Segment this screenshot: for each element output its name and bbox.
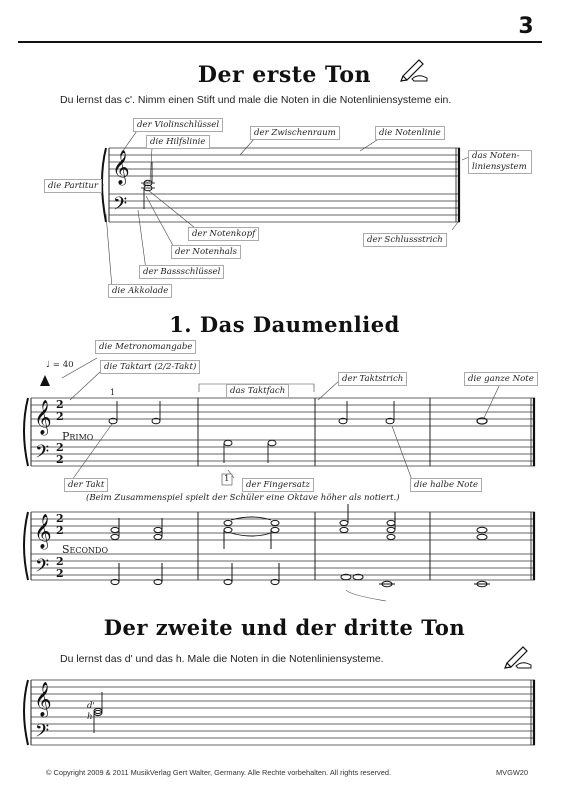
label-notenhals: der Notenhals xyxy=(171,245,241,259)
staff-system-1 xyxy=(92,128,469,288)
svg-text:2: 2 xyxy=(56,453,64,466)
svg-text:2: 2 xyxy=(56,441,64,454)
tempo-marking: ♩ = 40 xyxy=(46,360,74,370)
label-taktfach: das Taktfach xyxy=(226,384,289,398)
section3-intro: Du lernst das d' und das h. Male die Noten in die Notenliniensysteme. xyxy=(60,653,384,665)
metronome-icon xyxy=(40,375,50,386)
label-note-d: d' xyxy=(87,701,95,711)
label-schlussstrich: der Schlussstrich xyxy=(363,233,447,247)
label-notenkopf: der Notenkopf xyxy=(188,227,259,241)
label-violinschluessel: der Violinschlüssel xyxy=(133,118,223,132)
label-notenliniensystem: das Noten- liniensystem xyxy=(468,150,532,174)
svg-text:𝄞: 𝄞 xyxy=(34,514,52,549)
svg-text:𝄢: 𝄢 xyxy=(35,442,50,467)
label-akkolade: die Akkolade xyxy=(108,284,172,298)
label-ganze-note: die ganze Note xyxy=(464,372,538,386)
label-taktart: die Taktart (2/2-Takt) xyxy=(100,360,200,374)
label-hilfslinie: die Hilfslinie xyxy=(146,135,210,149)
copyright: © Copyright 2009 & 2011 MusikVerlag Gert Walter, Germany. Alle Rechte vorbehalten. All rights reserved. xyxy=(46,768,392,777)
section-title-first-note: Der erste Ton xyxy=(197,62,372,88)
primo-label: Primo xyxy=(62,430,94,443)
page-number: 3 xyxy=(518,14,534,39)
label-partitur: die Partitur xyxy=(44,179,102,193)
section1-intro: Du lernst das c'. Nimm einen Stift und male die Noten in die Notenliniensysteme ein. xyxy=(60,94,452,106)
staff-system-primo xyxy=(24,358,535,485)
label-fingersatz: der Fingersatz xyxy=(242,478,314,492)
svg-text:𝄢: 𝄢 xyxy=(35,721,50,746)
label-note-h: h xyxy=(87,712,93,722)
svg-text:2: 2 xyxy=(56,524,64,537)
performance-note: (Beim Zusammenspiel spielt der Schüler eine Oktave höher als notiert.) xyxy=(86,493,400,503)
label-note-c: c' xyxy=(143,179,151,189)
label-bassschluessel: der Bassschlüssel xyxy=(139,265,224,279)
label-zwischenraum: der Zwischenraum xyxy=(250,126,340,140)
svg-text:𝄞: 𝄞 xyxy=(34,400,52,435)
treble-clef-icon: 𝄞 xyxy=(112,150,130,185)
secondo-label: Secondo xyxy=(62,543,109,556)
svg-text:2: 2 xyxy=(56,410,64,423)
svg-text:1: 1 xyxy=(110,388,116,397)
section-title-daumenlied: 1. Das Daumenlied xyxy=(169,312,400,337)
svg-text:𝄢: 𝄢 xyxy=(35,556,50,581)
pencil-icon xyxy=(504,643,534,673)
svg-text:2: 2 xyxy=(56,512,64,525)
staff-system-practice xyxy=(24,680,535,746)
svg-text:2: 2 xyxy=(56,567,64,580)
section-title-second-third-note: Der zweite und der dritte Ton xyxy=(103,615,466,640)
svg-text:𝄞: 𝄞 xyxy=(34,682,52,717)
fingering-number: 1 xyxy=(224,474,230,484)
label-halbe-note: die halbe Note xyxy=(410,478,482,492)
svg-text:2: 2 xyxy=(56,555,64,568)
label-takt: der Takt xyxy=(64,478,108,492)
publisher-code: MVGW20 xyxy=(496,768,529,777)
label-metronomangabe: die Metronomangabe xyxy=(95,340,196,354)
label-taktstrich: der Taktstrich xyxy=(338,372,407,386)
svg-text:2: 2 xyxy=(56,398,64,411)
bass-clef-icon: 𝄢 xyxy=(113,194,128,219)
label-notenlinie: die Notenlinie xyxy=(375,126,445,140)
